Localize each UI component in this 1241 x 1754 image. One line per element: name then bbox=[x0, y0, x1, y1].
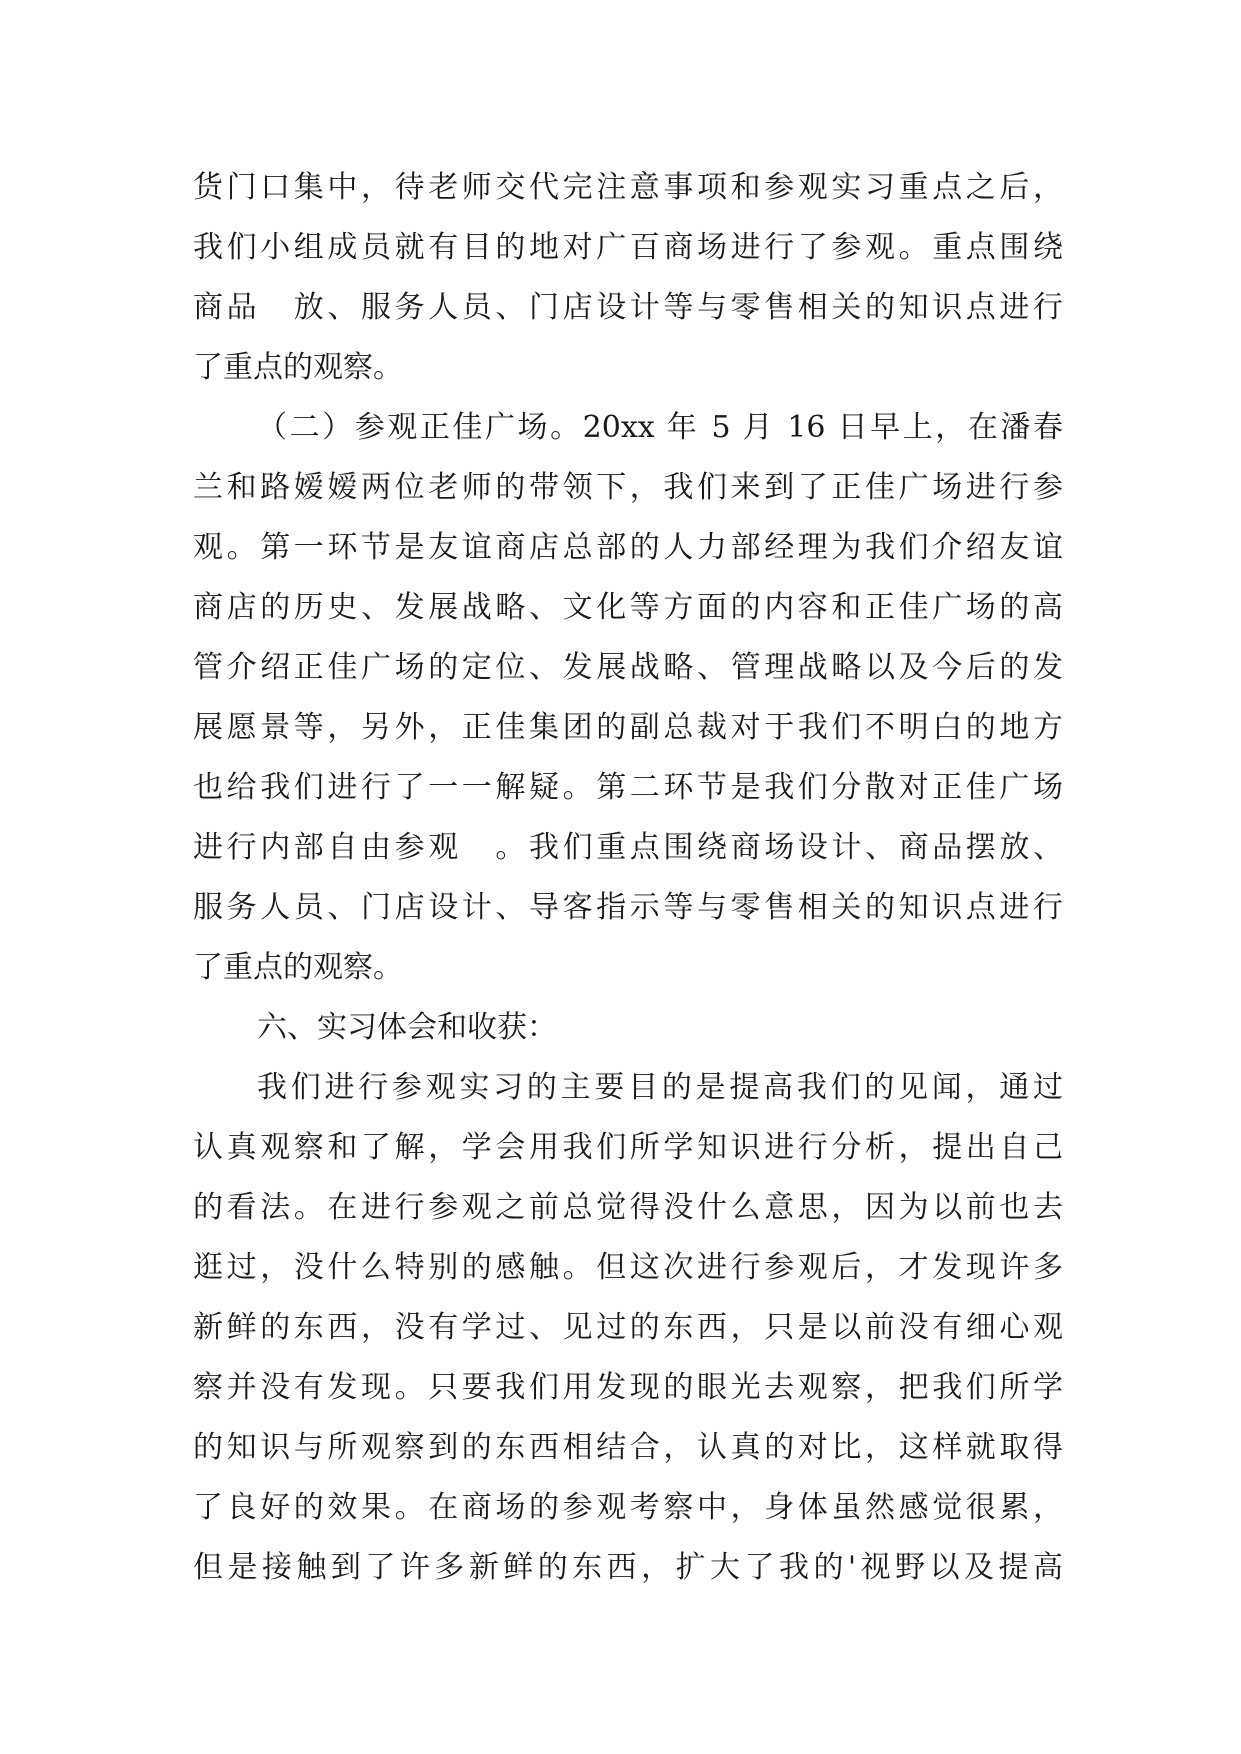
text-line: 商品 放、服务人员、门店设计等与零售相关的知识点进行 bbox=[193, 290, 1063, 325]
text-line: 展愿景等，另外，正佳集团的副总裁对于我们不明白的地方 bbox=[193, 710, 1063, 745]
text-line: 进行内部自由参观 。我们重点围绕商场设计、商品摆放、 bbox=[193, 830, 1063, 865]
document-body bbox=[193, 158, 1063, 1598]
text-line: 察并没有发现。只要我们用发现的眼光去观察，把我们所学 bbox=[193, 1370, 1063, 1405]
text-line: 了重点的观察。 bbox=[193, 950, 403, 985]
text-line: 认真观察和了解，学会用我们所学知识进行分析，提出自己 bbox=[193, 1130, 1063, 1165]
text-line: 新鲜的东西，没有学过、见过的东西，只是以前没有细心观 bbox=[193, 1310, 1063, 1345]
text-line: 但是接触到了许多新鲜的东西，扩大了我的'视野以及提高 bbox=[193, 1550, 1063, 1585]
text-line: 观。第一环节是友谊商店总部的人力部经理为我们介绍友谊 bbox=[193, 530, 1063, 565]
text-line: 我们进行参观实习的主要目的是提高我们的见闻，通过 bbox=[257, 1070, 1063, 1105]
text-line: 商店的历史、发展战略、文化等方面的内容和正佳广场的高 bbox=[193, 590, 1063, 625]
text-line: 了重点的观察。 bbox=[193, 350, 403, 385]
text-line: 也给我们进行了一一解疑。第二环节是我们分散对正佳广场 bbox=[193, 770, 1063, 805]
text-line: 的知识与所观察到的东西相结合，认真的对比，这样就取得 bbox=[193, 1430, 1063, 1465]
text-line: 我们小组成员就有目的地对广百商场进行了参观。重点围绕 bbox=[193, 230, 1063, 265]
text-line: 货门口集中，待老师交代完注意事项和参观实习重点之后， bbox=[193, 170, 1063, 205]
section-heading: 六、实习体会和收获： bbox=[257, 1010, 557, 1045]
text-line: 的看法。在进行参观之前总觉得没什么意思，因为以前也去 bbox=[193, 1190, 1063, 1225]
text-line: 管介绍正佳广场的定位、发展战略、管理战略以及今后的发 bbox=[193, 650, 1063, 685]
text-line: 了良好的效果。在商场的参观考察中，身体虽然感觉很累， bbox=[193, 1490, 1063, 1525]
text-line: 兰和路嫒嫒两位老师的带领下，我们来到了正佳广场进行参 bbox=[193, 470, 1063, 505]
text-line: 服务人员、门店设计、导客指示等与零售相关的知识点进行 bbox=[193, 890, 1063, 925]
section-heading-line: （二）参观正佳广场。20xx 年 5 月 16 日早上，在潘春 bbox=[257, 410, 1063, 445]
text-line: 逛过，没什么特别的感触。但这次进行参观后，才发现许多 bbox=[193, 1250, 1063, 1285]
